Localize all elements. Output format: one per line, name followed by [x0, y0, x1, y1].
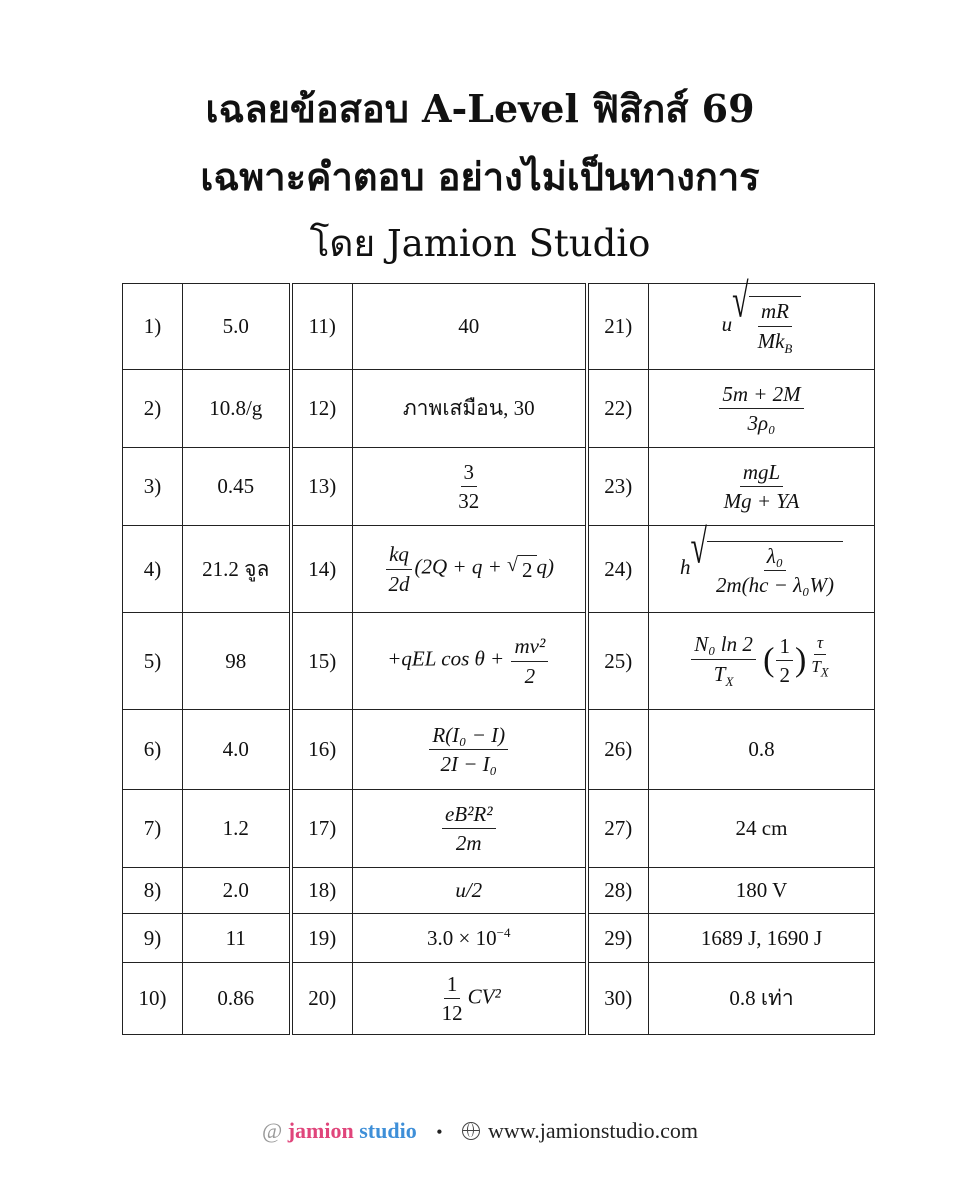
fraction-numerator: λ₀ [764, 544, 786, 571]
footer [0, 1118, 960, 1144]
answer-cell: 0.86 [183, 963, 291, 1035]
question-number: 15) [291, 613, 353, 710]
fraction-numerator: mv² [511, 634, 548, 661]
question-number: 10) [123, 963, 183, 1035]
answer-cell: 24 cm [649, 790, 875, 868]
answer-cell [353, 710, 587, 790]
at-symbol: @ [261, 1118, 283, 1143]
question-number: 7) [123, 790, 183, 868]
fraction-denominator: 2I − I₀ [440, 752, 497, 776]
question-number: 14) [291, 526, 353, 613]
answer-cell: $\frac{\text{N₀ ln 2}}{T_X}$ ( $\frac{1}{2}$ ) $\frac{\tau}{T_X}$ [649, 613, 875, 710]
answer-cell [353, 963, 587, 1035]
question-number: 21) [587, 284, 649, 370]
answer-table [122, 275, 875, 1035]
question-number: 5) [123, 613, 183, 710]
answer-cell [353, 914, 587, 963]
fraction-numerator: 1 [776, 634, 793, 661]
fraction-numerator: 3 [461, 460, 478, 487]
question-number: 25) [587, 613, 649, 710]
table-row [123, 448, 875, 526]
fraction-numerator: R(I₀ − I) [429, 723, 508, 750]
fraction-denominator: 2 [779, 663, 790, 688]
fraction-denominator: 32 [458, 489, 480, 513]
globe-icon [462, 1122, 480, 1140]
question-number: 17) [291, 790, 353, 868]
question-number: 16) [291, 710, 353, 790]
question-number: 29) [587, 914, 649, 963]
fraction-denominator: $T_X$ [811, 657, 829, 680]
question-number: 26) [587, 710, 649, 790]
exponent: −4 [496, 925, 511, 940]
fraction-denominator: 3ρ₀ [747, 411, 776, 435]
question-number: 2) [123, 370, 183, 448]
answer-cell: 0.8 เท่า [649, 963, 875, 1035]
fraction-denominator: 2m(hc − λ₀W) [715, 573, 834, 597]
fraction-denominator: 2m [455, 831, 482, 855]
fraction-numerator: mgL [740, 460, 783, 487]
answer-math: u/2 [455, 878, 483, 902]
page-subtitle: เฉพาะคำตอบ อย่างไม่เป็นทางการ [200, 154, 760, 199]
fraction-denominator: 12 [441, 1001, 463, 1025]
table-row [123, 613, 875, 710]
fraction-numerator: mR [758, 299, 792, 326]
question-number: 22) [587, 370, 649, 448]
table-row [123, 963, 875, 1035]
fraction-numerator: N₀ ln 2 [691, 632, 756, 659]
question-number: 13) [291, 448, 353, 526]
answer-math: 3.0 × 10 [427, 926, 497, 950]
fraction-numerator: kq [386, 542, 412, 569]
question-number: 9) [123, 914, 183, 963]
answer-cell: 5.0 [183, 284, 291, 370]
answer-math: CV² [467, 984, 501, 1009]
answer-cell [353, 613, 587, 710]
fraction-denominator: Mg + YA [723, 489, 800, 513]
answer-cell: $\frac{kq}{2d}$ (2Q + q + √ 2 q) [353, 526, 587, 613]
answer-cell [649, 448, 875, 526]
table-row [123, 790, 875, 868]
table-row [123, 868, 875, 914]
website-link[interactable]: www.jamionstudio.com [488, 1118, 699, 1143]
answer-cell: h √ $\frac{\text{λ₀}}{\text{2m(hc − λ₀W)}}$ [649, 526, 875, 613]
sqrt-radicand: 2 [518, 555, 537, 583]
fraction-denominator: $T_X$ [713, 661, 734, 689]
question-number: 24) [587, 526, 649, 613]
question-number: 30) [587, 963, 649, 1035]
answer-cell: 40 [353, 284, 587, 370]
answer-cell: 4.0 [183, 710, 291, 790]
answer-math: +qEL cos θ + [387, 646, 510, 671]
answer-cell: 1.2 [183, 790, 291, 868]
question-number: 28) [587, 868, 649, 914]
answer-cell: 1689 J, 1690 J [649, 914, 875, 963]
fraction-denominator: 2 [524, 663, 536, 688]
fraction-numerator: τ [814, 633, 826, 656]
fraction-numerator: 1 [444, 972, 461, 999]
question-number: 6) [123, 710, 183, 790]
answer-cell: 2.0 [183, 868, 291, 914]
answer-cell: 10.8/g [183, 370, 291, 448]
question-number: 20) [291, 963, 353, 1035]
fraction-denominator: 2d [388, 571, 410, 596]
answer-cell [649, 370, 875, 448]
fraction-numerator: eB²R² [442, 802, 496, 829]
fraction-numerator: 5m + 2M [719, 382, 803, 409]
question-number: 19) [291, 914, 353, 963]
answer-cell: 11 [183, 914, 291, 963]
answer-math: q) [536, 554, 554, 579]
answer-math: h [679, 554, 691, 579]
answer-cell: 180 V [649, 868, 875, 914]
question-number: 23) [587, 448, 649, 526]
answer-cell: 21.2 จูล [183, 526, 291, 613]
question-number: 27) [587, 790, 649, 868]
question-number: 11) [291, 284, 353, 370]
table-row [123, 710, 875, 790]
answer-cell [353, 868, 587, 914]
answer-cell [353, 448, 587, 526]
table-row [123, 370, 875, 448]
question-number: 3) [123, 448, 183, 526]
question-number: 1) [123, 284, 183, 370]
answer-cell: ภาพเสมือน, 30 [353, 370, 587, 448]
brand-name-part2: studio [359, 1118, 417, 1143]
fraction-denominator: $Mk_B$ [757, 328, 793, 356]
table-row [123, 526, 875, 613]
question-number: 8) [123, 868, 183, 914]
answer-cell: u √ $\frac{mR}{Mk_B}$ [649, 284, 875, 370]
brand-name-part1: jamion [287, 1118, 354, 1143]
table-row [123, 284, 875, 370]
answer-cell [353, 790, 587, 868]
page-title: เฉลยข้อสอบ A-Level ฟิสิกส์ 69 [205, 86, 755, 131]
answer-math: (2Q + q + [414, 554, 508, 579]
table-row [123, 914, 875, 963]
question-number: 12) [291, 370, 353, 448]
question-number: 18) [291, 868, 353, 914]
separator-dot: • [436, 1122, 443, 1142]
answer-cell: 0.8 [649, 710, 875, 790]
answer-cell: 98 [183, 613, 291, 710]
question-number: 4) [123, 526, 183, 613]
answer-cell: 0.45 [183, 448, 291, 526]
byline: โดย Jamion Studio [309, 222, 651, 265]
answer-math: u [721, 312, 733, 337]
